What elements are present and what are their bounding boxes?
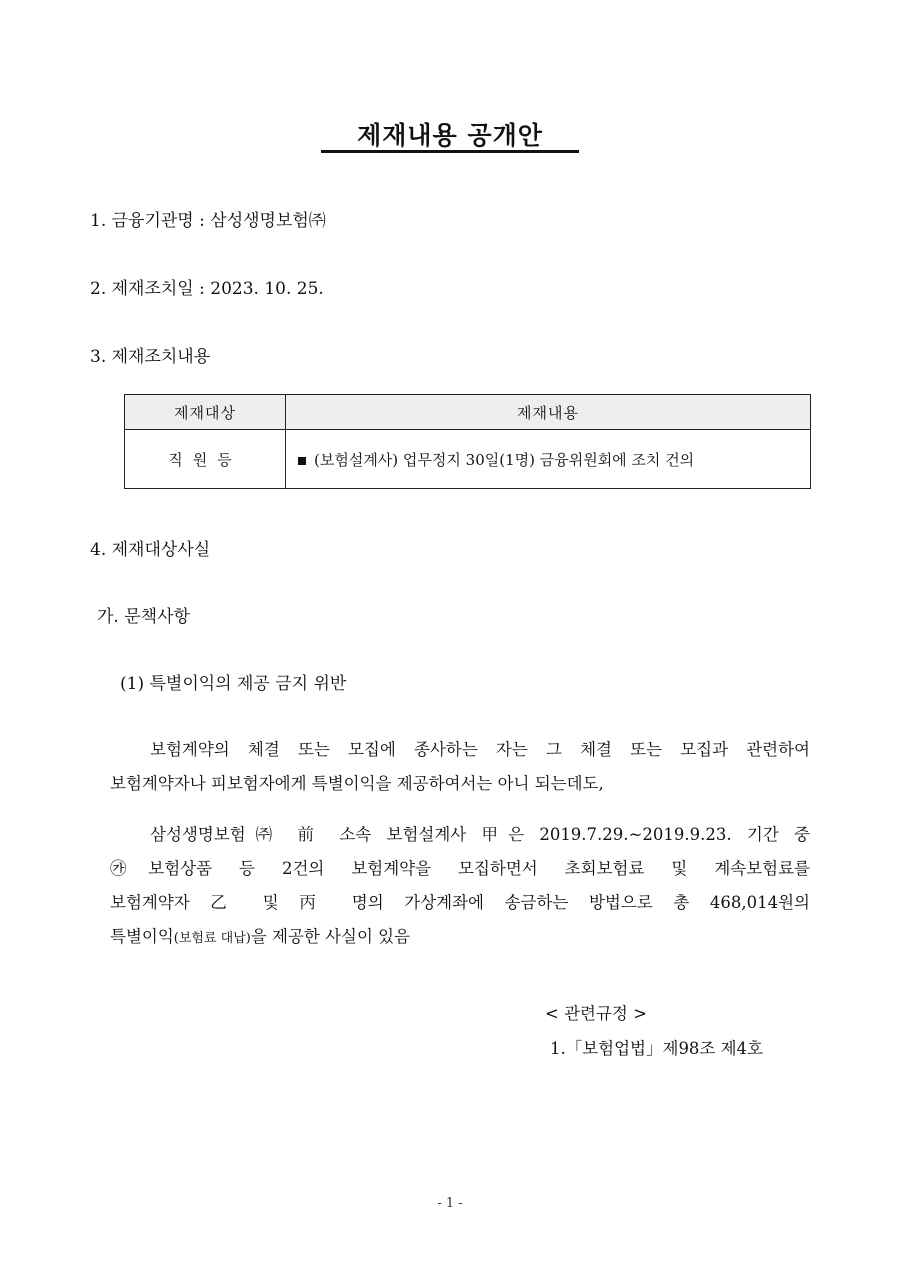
table-header-target: 제재대상 <box>125 395 286 430</box>
page-number: - 1 - <box>437 1196 463 1211</box>
sanction-table <box>124 394 811 489</box>
table-row <box>125 430 811 489</box>
related-regulation-item: 1.「보험업법」제98조 제4호 <box>550 1039 763 1058</box>
paragraph-line: 보험계약자 乙 및 丙 명의 가상계좌에 송금하는 방법으로 총 468,014원의 <box>110 893 810 912</box>
square-bullet-icon <box>298 457 306 465</box>
paragraph-note: (보험료 대납) <box>173 931 251 946</box>
paragraph-rule <box>110 733 810 801</box>
paragraph-text: 을 제공한 사실이 있음 <box>250 927 411 946</box>
table-cell-target: 직원등 <box>125 430 286 489</box>
section-sanction-date: 2. 제재조치일 : 2023. 10. 25. <box>90 279 324 299</box>
paragraph-line: ㉮보험상품 등 2건의 보험계약을 모집하면서 초회보험료 및 계속보험료를 <box>110 859 810 878</box>
paragraph-line: 보험계약자나 피보험자에게 특별이익을 제공하여서는 아니 되는데도, <box>110 774 604 793</box>
table-header-content: 제재내용 <box>286 395 811 430</box>
table-cell-content <box>286 430 811 489</box>
paragraph-line-last <box>110 920 810 956</box>
subsection-item-1: (1) 특별이익의 제공 금지 위반 <box>120 674 347 694</box>
title-underline <box>321 150 579 153</box>
paragraph-line: 보험계약의 체결 또는 모집에 종사하는 자는 그 체결 또는 모집과 관련하여 <box>150 740 810 759</box>
table-header-row <box>125 395 811 430</box>
related-regulation-heading: < 관련규정 > <box>545 1004 647 1023</box>
paragraph-text: 특별이익 <box>110 927 174 946</box>
subsection-accountability: 가. 문책사항 <box>97 607 190 627</box>
section-sanction-content: 3. 제재조치내용 <box>90 347 211 367</box>
table-cell-content-text: (보험설계사) 업무정지 30일(1명) 금융위원회에 조치 건의 <box>314 450 695 469</box>
section-institution-name: 1. 금융기관명 : 삼성생명보험㈜ <box>90 211 326 231</box>
document-title: 제재내용 공개안 <box>357 121 543 150</box>
paragraph-line: 삼성생명보험㈜ 前 소속 보험설계사 甲은 2019.7.29.~2019.9.23. 기간 중 <box>150 825 810 844</box>
section-sanction-facts: 4. 제재대상사실 <box>90 540 211 560</box>
paragraph-violation <box>110 818 810 956</box>
